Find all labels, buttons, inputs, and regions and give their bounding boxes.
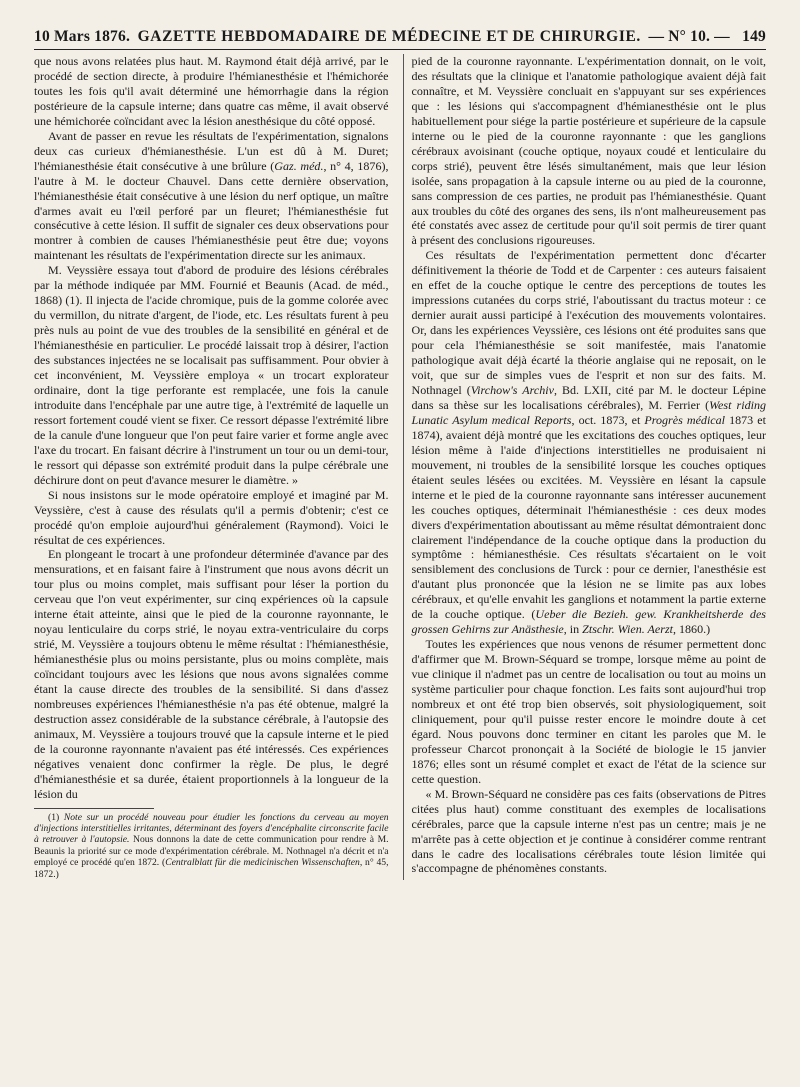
text-run: , oct. 1873, et [571, 412, 645, 427]
left-column [34, 54, 389, 880]
paragraph: Si nous insistons sur le mode opératoire employé et imaginé par M. Veyssière, c'est à cause des résulats qu'il a permis d'obtenir; c'est ce procédé qu'on emploie aujourd'hui généralement (Raymond). Voici le résultat de ces expériences. [34, 487, 389, 547]
header-date: 10 Mars 1876. [34, 28, 131, 45]
citation: Ztschr. Wien. Aerzt [582, 622, 673, 637]
citation: West riding Lunatic Asylum medical Reports [411, 397, 767, 427]
text-run: Avant de passer en revue les résultats de l'expérimentation, signalons deux cas curieux d'hémianesthésie. L'un est dû à M. Duret; l'hémianesthésie était consécutive à une brûlure ( [34, 128, 389, 173]
paragraph [34, 129, 389, 264]
header-issue-page [648, 28, 766, 46]
page-number: 149 [742, 28, 766, 45]
issue-number: — N° 10. — [648, 28, 730, 45]
footnote-divider [34, 808, 154, 809]
citation: Centralblatt für die medicinischen Wissenschaften [165, 857, 360, 869]
right-column [403, 54, 767, 880]
text-run: Nous donnons la date de cette communication pour rendre à M. Beaunis la priorité sur ce mode d'expérimentation cérébrale. M. Nothnagel n'a décrit et n'a employé ce procédé qu'en 1872. ( [34, 834, 389, 869]
citation: Gaz. méd. [274, 158, 324, 173]
text-run: Ces résultats de l'expérimentation permettent donc d'écarter définitivement la théorie de Todd et de Carpenter : ces auteurs faisaient en effet de la couche optique le centre des perceptions de toutes les impressions cutanées du corps strié, l'aboutissant du tractus moteur : ce dernier aurait aussi participé à l'exécution des mouvements volontaires. Or, dans les expériences Veyssière, ces lésions ont été produites sans que pour cela l'hémianesthésie se soit manifestée, mais l'anatomie pathologique avait déjà écarté la théorie anglaise qui ne reposait, on le voit, que sur de simples vues de l'esprit et non sur des faits. M. Nothnagel ( [411, 248, 766, 397]
text-run: , 1860.) [672, 622, 711, 637]
paragraph: En plongeant le trocart à une profondeur déterminée d'avance par des mensurations, et en faisant faire à l'instrument que nous avons décrit un tour plus ou moins complet, mais suffisant pour léser la portion du cerveau que l'on veut expérimenter, sur cinq expériences où la capsule interne était atteinte, ainsi que le pied de la couronne rayonnante, le noyau lenticulaire du corps strié, le noyau extra-ventriculaire du corps strié, M. Veyssière a toujours obtenu le même résultat : l'hémianesthésie, hémianesthésie plus ou moins persistante, plus ou moins complète, mais coïncidant toujours avec les lésions que nous avons signalées comme étant la cause directe des troubles de la sensibilité. Si dans d'assez nombreuses expériences l'hémianesthésie n'a pas été obtenue, malgré la destruction assez considérable de la substance cérébrale, à l'autopsie des animaux, M. Veyssière a toujours trouvé que la capsule interne et le pied de la couronne rayonnante n'avaient pas été intéressés. Ces expériences négatives venaient donc confirmer la règle. De plus, le degré d'hémianesthésie et sa durée, étaient proportionnels à la longueur de la lésion du [34, 547, 389, 801]
paragraph: pied de la couronne rayonnante. L'expérimentation donnait, on le voit, des résultats que la clinique et l'anatomie pathologique avaient déjà fait connaître, et M. Veyssière concluait en s'appuyant sur ses expériences que : les lésions qui s'accompagnent d'hémianesthésie ont le plus habituellement pour siége la partie postérieure et supérieure de la capsule interne ou le pied de la couronne rayonnante : que les ganglions cérébraux avoisinant (couche optique, noyaux coudé et lenticulaire du corps strié), peuvent être lésés simultanément, mais que leur lésion isolée, sans propagation à la capsule interne ou au pied de la couronne, sans compression de ces parties, ne produit pas l'hémianesthésie. Quant aux troubles du côté des organes des sens, ils n'ont malheureusement pas été constatés avec assez de certitude pour qu'il soit permis de tirer quant à présent des conclusions rigoureuses. [411, 54, 766, 248]
footnote [34, 812, 389, 880]
citation: Virchow's Archiv [470, 382, 554, 397]
paragraph: que nous avons relatées plus haut. M. Raymond était déjà arrivé, par le procédé de section directe, à produire l'hémianesthésie et l'hémichorée toutes les fois qu'il avait déterminé une hémorrhagie dans la région postérieure de la capsule interne; dans quatre cas même, il avait observé une hémichorée coïncidant avec la lésion anesthésique du côté opposé. [34, 54, 389, 128]
text-run: 1873 et 1874), avaient déjà montré que les excitations des couches optiques, leur lésion même à l'aide d'injections interstitielles ne produisaient ni mouvement, ni troubles de la sensibilité lorsque les couches optiques étaient seules lésées ou excitées. M. Veyssière en lésant la capsule interne et le pied de la couronne rayonnante sans intéresser aucunement les couches optiques, déterminait l'hémianesthésie : ces deux modes divers d'expérimentation aboutissant au même résultat démontraient donc clairement l'indépendance de la couche optique dans la production du symptôme : hémianesthésie. Ces résultats s'écartaient on le voit sensiblement des conclusions de Turck : pour ce dernier, l'anesthésie est d'autant plus prononcée que la lésion ne se limite pas aux lobes cérébraux, et qu'elle envahit les ganglions et notamment la partie externe de la couche optique. ( [411, 412, 766, 622]
paragraph [412, 248, 767, 637]
page-header [34, 28, 766, 50]
paragraph: « M. Brown-Séquard ne considère pas ces faits (observations de Pitres citées plus haut) comme constituant des exemples de localisations cérébrales, parce que la capsule interne n'est pas un centre; mais je ne m'arrête pas à cette objection et je continue à considérer comme rentrant dans le cadre des localisations cérébrales toute lésion limitée qui s'accompagne de phénomènes constants. [411, 786, 766, 876]
citation: Progrès médical [644, 412, 726, 427]
journal-title: GAZETTE HEBDOMADAIRE DE MÉDECINE ET DE CHIRURGIE. [137, 28, 641, 45]
text-run: , n° 45, 1872.) [34, 857, 389, 880]
citation: Ueber die Bezieh. gew. Krankheitsherde des grossen Gehirns zur Anästhesie [411, 607, 766, 637]
text-run: , Bd. LXII, cité par M. le docteur Lépine dans sa thèse sur les localisations cérébrales), M. Ferrier ( [411, 382, 766, 412]
text-run: , in [563, 622, 583, 637]
text-run: (1) [48, 811, 64, 823]
paragraph: M. Veyssière essaya tout d'abord de produire des lésions cérébrales par la méthode indiquée par MM. Fournié et Beaunis (Acad. de méd., 1868) (1). Il injecta de l'acide chromique, puis de la gomme colorée avec du vermillon, du nitrate d'argent, de l'iode, etc. Les résultats furent à peu près nuls au point de vue des troubles de la sensibilité en général et de l'hémianesthésie en particulier. Le procédé laissait trop à désirer, l'action des substances injectées ne se localisait pas suffisamment. Pour obvier à cet inconvénient, M. Veyssière employa « un trocart explorateur ordinaire, dont la tige perforante est remplacée, une fois la canule introduite dans l'encéphale par une autre tige, à l'extrémité de laquelle un ressort fortement coudé vient se fixer. Ce ressort dépasse l'extrémité libre de la canule d'une longueur que l'on peut faire varier et forme angle avec l'axe du trocart. En faisant décrire à l'instrument un tour ou un demi-tour, le ressort qui dépasse son extrémité produit dans la pulpe cérébrale une déchirure dont on peut d'avance mesurer le diamètre. » [34, 263, 389, 487]
paragraph: Toutes les expériences que nous venons de résumer permettent donc d'affirmer que M. Brown-Séquard se trompe, lorsque même au point de vue clinique il n'admet pas un centre de localisation ou tout au moins un système particulier pour chaque fonction. Les faits sont aujourd'hui trop nombreux et ont été trop bien observés, soit physiologiquement, soit cliniquement, pour qu'il puisse rester encore le moindre doute à cet égard. Nous pouvons donc terminer en citant les paroles que M. le professeur Charcot prononçait à la Société de biologie le 15 janvier 1876; elles sont un résumé complet et exact de l'état de la science sur cette question. [411, 637, 766, 786]
citation: Note sur un procédé nouveau pour étudier les fonctions du cerveau au moyen d'injections interstitielles irritantes, déterminant des foyers d'encéphalite circonscrite facile à retrouver à l'autopsie. [34, 811, 389, 846]
text-run: , n° 4, 1876), l'autre à M. le docteur Chauvel. Dans cette dernière observation, l'hémianesthésie était consécutive à une lésion du nerf optique, un maître d'armes avait eu l'œil perforé par un fleuret; l'hémianesthésie fut consécutive à cette lésion. Il suffit de signaler ces deux observations pour montrer à combien de causes l'hémianesthésie peut être due; voyons maintenant les résultats de l'expérimentation directe sur les animaux. [34, 158, 389, 263]
